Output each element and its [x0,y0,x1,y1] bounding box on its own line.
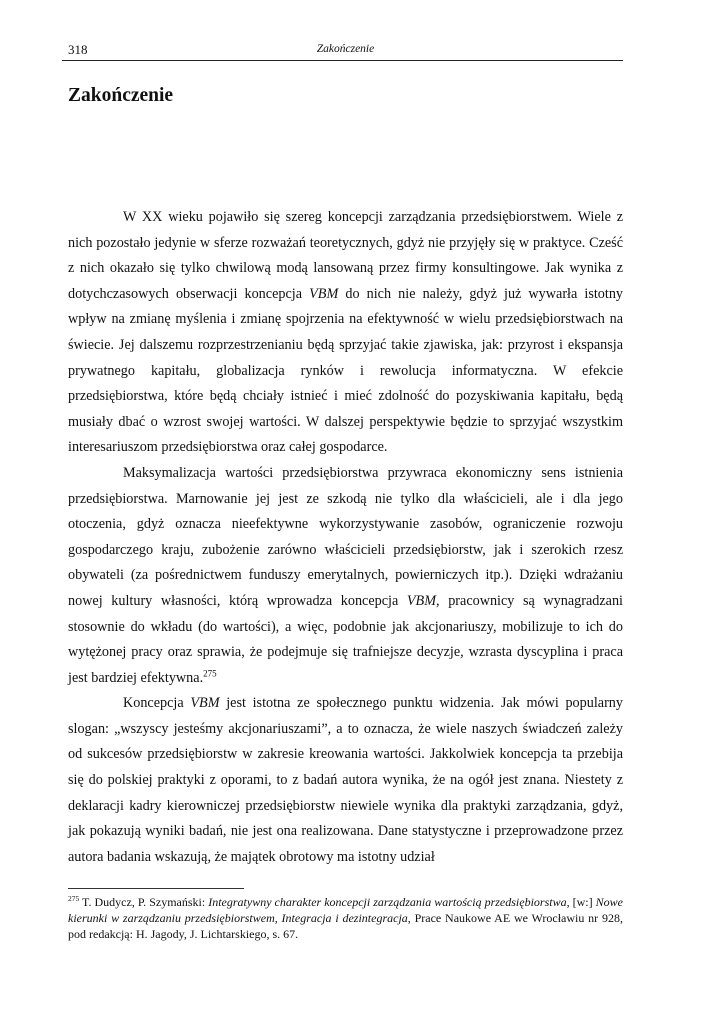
page-header [68,40,623,60]
footnote-article-title: Integratywny charakter koncepcji zarządzania wartością przedsiębiorstwa, [208,895,570,909]
header-rule [62,60,623,61]
paragraph-text: W XX wieku pojawiło się szereg koncepcji zarządzania przedsiębiorstwem. Wiele z nich pozostało jedynie w sferze rozważań teoretycznych, gdyż nie przyjęły się w praktyce. Cześć z nich okazało się tylko chwilową modą lansowaną przez firmy konsultingowe. Jak wynika z dotychczasowych obserwacji koncepcja [68,209,623,302]
footnote-separator [68,888,244,889]
page-number: 318 [68,42,88,57]
paragraph-text: Koncepcja [123,695,191,712]
footnote-in: [w:] [569,895,596,909]
vbm-term: VBM [406,592,437,609]
footnote-publication: , Prace Naukowe AE we Wrocławiu nr 928, pod redakcją: H. Jagody, J. Lichtarskiego, s. 67. [68,911,623,941]
chapter-title: Zakończenie [68,85,174,106]
footnote [68,894,623,942]
footnote-reference[interactable]: 275 [203,667,217,678]
body-text [68,205,623,870]
vbm-term: VBM [190,695,220,712]
paragraph-text: jest istotna ze społecznego punktu widzenia. Jak mówi popularny slogan: „wszyscy jesteśmy akcjonariuszami”, a to oznacza, że wiele naszych świadczeń zależy od sukcesów przedsiębiorstw w zakresie kreowania wartości. Jakkolwiek koncepcja ta przebija się do polskiej praktyki z oporami, to z badań autora wynika, że na ogół jest znana. Niestety z deklaracji kadry kierowniczej przedsiębiorstw niewiele wynika dla praktyki zarządzania, gdyż, jak pokazują wyniki badań, nie jest ona realizowana. Dane statystyczne i przeprowadzone przez autora badania wskazują, że majątek obrotowy ma istotny udział [68,695,623,865]
paragraph-text: Maksymalizacja wartości przedsiębiorstwa przywraca ekonomiczny sens istnienia przedsiębiorstwa. Marnowanie jej jest ze szkodą nie tylko dla właścicieli, ale i dla jego otoczenia, gdyż oznacza nieefektywne wykorzystywanie zasobów, ograniczenie rozwoju gospodarczego kraju, zubożenie zarówno właścicieli przedsiębiorstw, jak i szerokich rzesz obywateli (za pośrednictwem funduszy emerytalnych, powierniczych itp.). Dzięki wdrażaniu nowej kultury własności, którą wprowadza koncepcja [68,464,623,609]
footnote-number: 275 [68,894,80,903]
paragraph-text: do nich nie należy, gdyż już wywarła istotny wpływ na zmianę myślenia i zmianę spojrzenia na efektywność w wielu przedsiębiorstwach na świecie. Jej dalszemu rozprzestrzenianiu będą sprzyjać takie zjawiska, jak: przyrost i ekspansja prywatnego kapitału, globalizacja rynków i rewolucja informatyczna. W efekcie przedsiębiorstwa, które będą chciały istnieć i mieć zdolność do pozyskiwania kapitału, będą musiały dbać o wzrost swojej wartości. W dalszej perspektywie będzie to sprzyjać wszystkim interesariuszom przedsiębiorstwa oraz całej gospodarce. [68,285,624,456]
paragraph [68,691,623,870]
paragraph [68,205,623,461]
paragraph [68,461,623,691]
paragraph-text: , pracownicy są wynagradzani stosownie do wkładu (do wartości), a więc, podobnie jak akcjonariuszy, mobilizuje to ich do wytężonej pracy oraz sprawia, że podejmuje się trafniejsze decyzje, wzrasta dyscyplina i praca jest bardziej efektywna. [68,592,623,686]
footnote-authors: T. Dudycz, P. Szymański: [79,895,209,909]
running-title: Zakończenie [316,43,375,55]
vbm-term: VBM [309,285,339,302]
footnote-book-title: Nowe kierunki w zarządzaniu przedsiębiorstwem, Integracja i dezintegracja [68,895,623,925]
